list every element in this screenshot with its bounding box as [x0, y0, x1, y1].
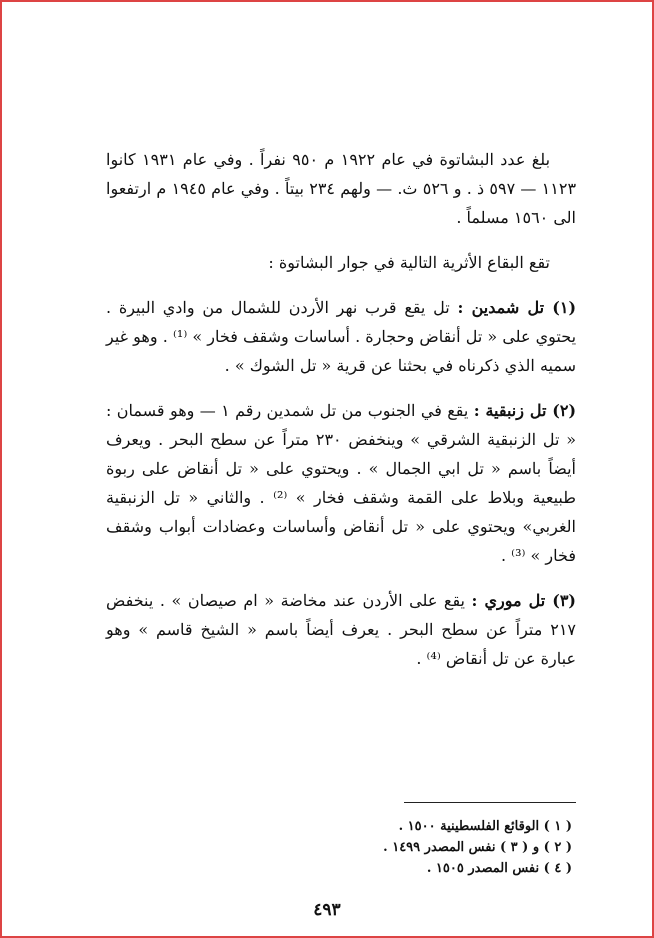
footnotes — [302, 816, 572, 879]
text-line: ٢١٧ متراً عن سطح البحر . يعرف أيضاً باسم « الشيخ قاسم » وهو عبارة — [106, 620, 576, 668]
text-line: تقع البقاع الأثرية التالية في جوار البشاتوة : — [268, 253, 550, 272]
paragraph-intro-sites — [106, 248, 576, 277]
page-number: ٤٩٣ — [313, 900, 341, 920]
text-line: يقع على الأردن عند مخاضة « ام صيصان » . ينخفض — [106, 591, 465, 610]
page-body — [106, 145, 576, 673]
footnote: ( ٢ ) و ( ٣ ) نفس المصدر ١٤٩٩ . — [383, 840, 572, 855]
paragraph-population — [106, 145, 576, 232]
site-heading: (٢) تل زنبقية : — [473, 401, 577, 420]
text-line: قسمان : « تل الزنبقية الشرقي » وينخفض ٢٣٠ متراً عن سطح البحر . — [106, 401, 577, 449]
paragraph-site-3 — [106, 586, 576, 673]
footnote: ( ١ ) الوقائع الفلسطينية ١٥٠٠ . — [398, 819, 572, 834]
text-line: ١١٢٣ — ٥٩٧ ذ . و ٥٢٦ ث. — ولهم ٢٣٤ بيتاً . وفي عام ١٩٤٥ م — [156, 179, 577, 198]
text-line: ويحتوي على « تل أنقاض وأساسات وعضادات أبواب وشقف فخار » ⁽³⁾ . — [106, 517, 576, 565]
text-line: البيرة . يحتوي على « تل أنقاض وحجارة . أساسات وشقف فخار » ⁽¹⁾ . — [106, 298, 577, 346]
footnote-divider — [404, 802, 576, 803]
text-line: عن تل أنقاض ⁽⁴⁾ . — [416, 649, 536, 668]
text-line: طبيعية وبلاط على القمة وشقف فخار » ⁽²⁾ . والثاني « تل الزنبقية الغربي» — [106, 488, 576, 536]
footnote: ( ٤ ) نفس المصدر ١٥٠٥ . — [426, 861, 572, 876]
paragraph-site-2 — [106, 396, 576, 570]
paragraph-site-1 — [106, 293, 576, 380]
site-heading: (٣) تل موري : — [471, 591, 576, 610]
text-line: يقع في الجنوب من تل شمدين رقم ١ — وهو — [169, 401, 469, 420]
text-line: تل يقع قرب نهر الأردن للشمال من وادي — [162, 298, 450, 317]
text-line: ارتفعوا الى ١٥٦٠ مسلماً . — [106, 179, 576, 227]
site-heading: (١) تل شمدين : — [457, 298, 577, 317]
text-line: وهو غير سميه الذي ذكرناه في بحثنا عن قرية « تل الشوك » . — [106, 327, 576, 375]
text-line: ويعرف أيضاً باسم « تل ابي الجمال » . ويحتوي على « تل أنقاض على ربوة — [106, 430, 576, 478]
text-line: بلغ عدد البشاتوة في عام ١٩٢٢ م ٩٥٠ نفراً . وفي عام ١٩٣١ كانوا — [106, 150, 551, 169]
